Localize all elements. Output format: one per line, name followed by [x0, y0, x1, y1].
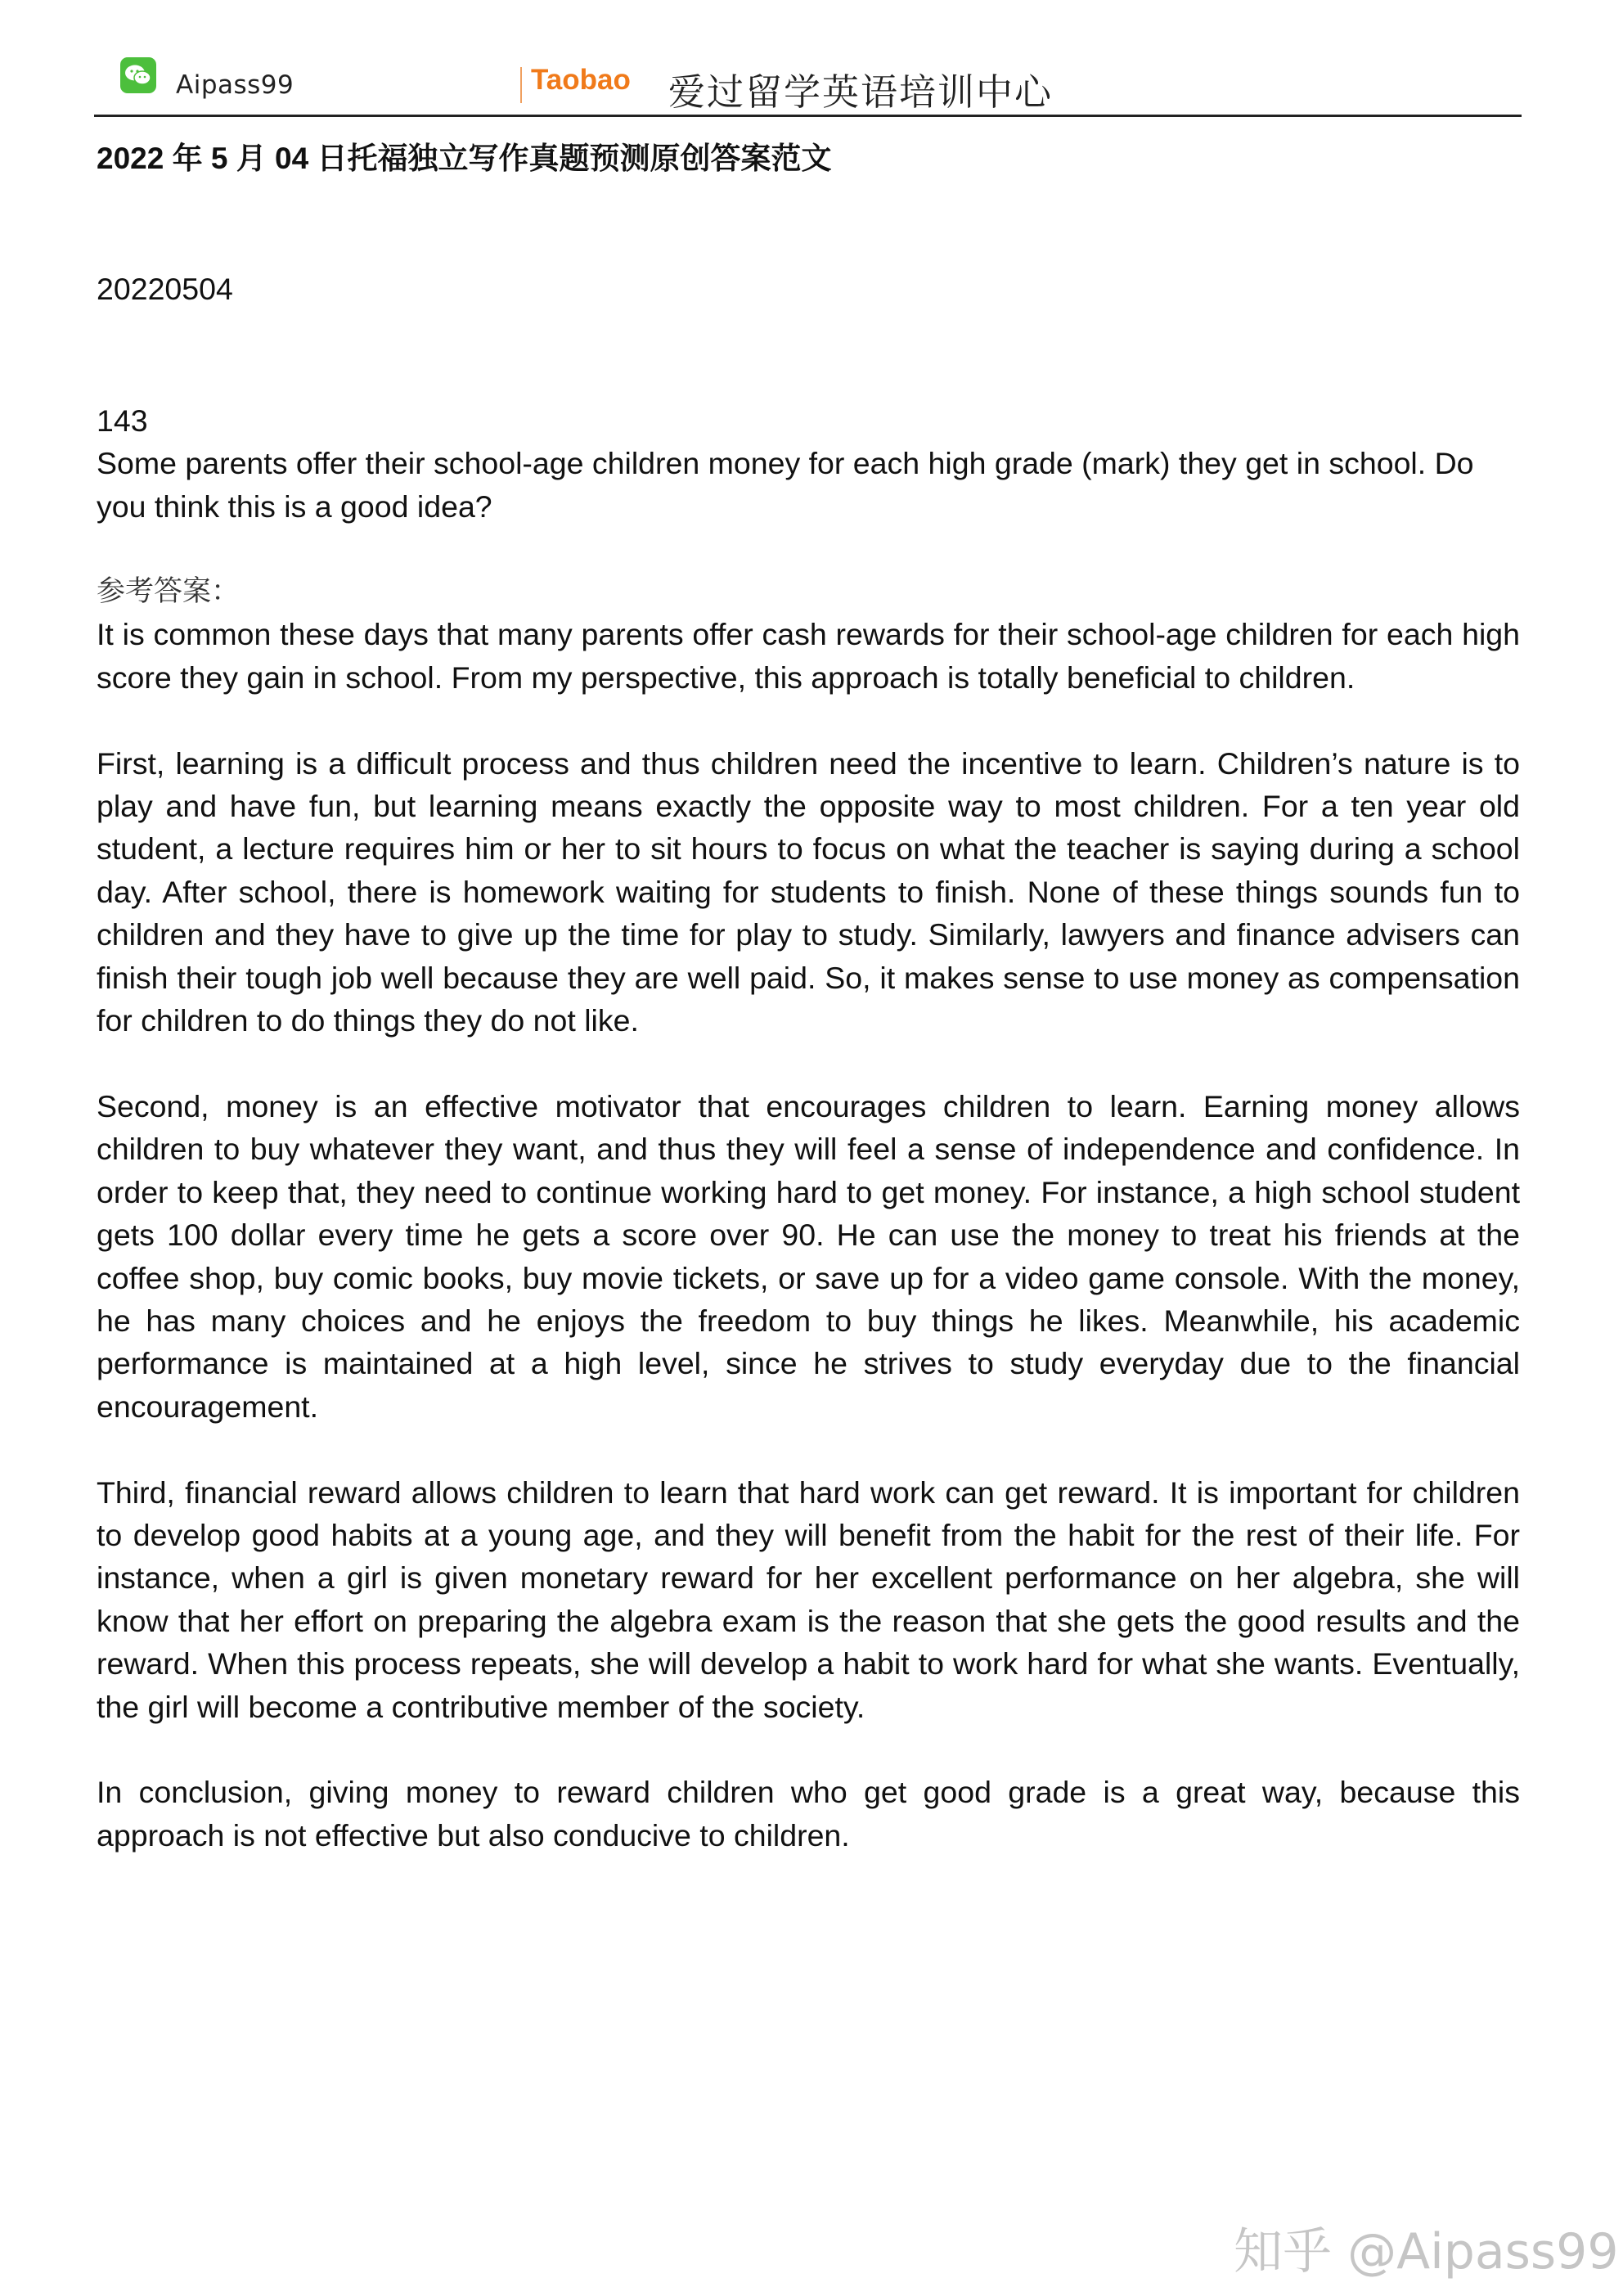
- answer-paragraph-intro: It is common these days that many parents offer cash rewards for their school-age children for each high score they gain in school. From my perspective, this approach is totally beneficial to children.: [97, 617, 1520, 695]
- wechat-icon: [120, 57, 156, 93]
- taobao-label: Taobao: [531, 64, 631, 96]
- page-header: [94, 52, 1522, 118]
- zhihu-watermark: 知乎 @Aipass99: [1234, 2223, 1619, 2280]
- document-body: [97, 137, 1520, 1900]
- answer-paragraph-conclusion: In conclusion, giving money to reward children who get good grade is a great way, because this approach is not effective but also conducive to children.: [97, 1775, 1520, 1853]
- document-title: 2022 年 5 月 04 日托福独立写作真题预测原创答案范文: [97, 142, 832, 175]
- training-center-name: 爱过留学英语培训中心: [668, 70, 1054, 114]
- header-rule: [94, 115, 1522, 117]
- date-code: 20220504: [97, 272, 233, 307]
- question-prompt: Some parents offer their school-age children money for each high grade (mark) they get in school. Do you think this is a good idea?: [97, 446, 1474, 524]
- question-number: 143: [97, 403, 148, 438]
- answer-paragraph-first: First, learning is a difficult process and thus children need the incentive to learn. Children’s nature is to play and have fun, but learning means exactly the opposite way to most children. For a ten year old student, a lecture requires him or her to sit hours to focus on what the teacher is saying during a school day. After school, there is homework waiting for students to finish. None of these things sounds fun to children and they have to give up the time for play to study. Similarly, lawyers and finance advisers can finish their tough job well because they are well paid. So, it makes sense to use money as compensation for children to do things they do not like.: [97, 745, 1520, 1038]
- answer-paragraph-second: Second, money is an effective motivator that encourages children to learn. Earning money allows children to buy whatever they want, and thus they will feel a sense of independence and confidence. In order to keep that, they need to continue working hard to get money. For instance, a high school student gets 100 dollar every time he gets a score over 90. He can use the money to treat his friends at the coffee shop, buy comic books, buy movie tickets, or save up for a video game console. With the money, he has many choices and he enjoys the freedom to buy things he likes. Meanwhile, his academic performance is maintained at a high level, since he strives to study everyday due to the financial encouragement.: [97, 1088, 1520, 1424]
- header-divider: [520, 67, 522, 103]
- brand-name: Aipass99: [176, 70, 294, 100]
- answer-paragraph-third: Third, financial reward allows children to learn that hard work can get reward. It is important for children to develop good habits at a young age, and they will benefit from the habit for the rest of their life. For instance, when a girl is given monetary reward for her excellent performance on her algebra, she will know that her effort on preparing the algebra exam is the reason that she gets the good results and the reward. When this process repeats, she will develop a habit to work hard for what she wants. Eventually, the girl will become a contributive member of the society.: [97, 1474, 1520, 1724]
- answer-label: 参考答案：: [97, 575, 241, 609]
